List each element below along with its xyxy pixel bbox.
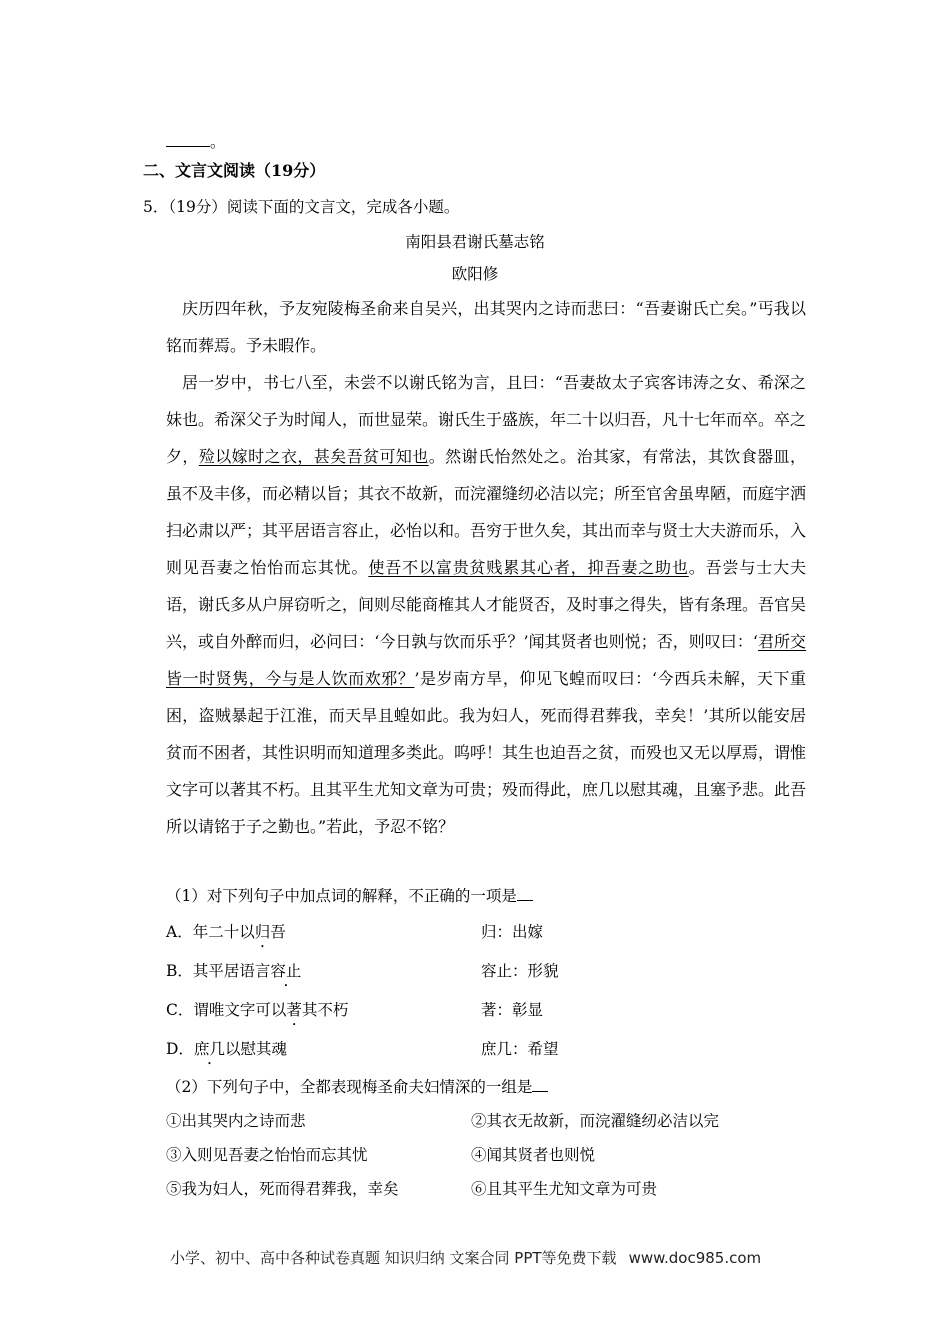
sub2-item-6: ⑥且其平生尤知文章为可贵 (471, 1180, 658, 1198)
option-letter: A． (166, 923, 193, 941)
option-text-pre: 其平居语言 (192, 962, 271, 980)
paragraph-2-part-3: 。吾尝与士大夫语，谢氏多从户屏窃听之，间则尽能商榷其人才能贤否，及时事之得失，皆有条理。吾官吴兴，或自外醉而归，必问曰：‘今日孰与饮而乐乎？’闻其贤者也则悦；否，则叹曰：‘ (166, 558, 807, 651)
subquestion-1-blank (517, 888, 533, 901)
sub2-item-5: ⑤我为妇人，死而得君葬我，幸矣 (166, 1180, 399, 1198)
option-letter: C． (166, 1001, 194, 1019)
sub2-item-1: ①出其哭内之诗而悲 (166, 1112, 306, 1130)
paragraph-1-text: 庆历四年秋，予友宛陵梅圣俞来自吴兴，出其哭内之诗而悲曰：“吾妻谢氏亡矣。”丐我以铭而葬焉。予未暇作。 (166, 299, 806, 355)
option-letter: B． (166, 962, 193, 980)
blank-suffix: 。 (210, 133, 226, 151)
subquestion-2-blank (532, 1079, 548, 1092)
question-intro: 5．（19分）阅读下面的文言文，完成各小题。 (143, 198, 460, 216)
paragraph-2-part-4: ’是岁南方旱，仰见飞蝗而叹曰：‘今西兵未解，天下重困，盗贼暴起于江淮，而天旱且蝗如此。我为妇人，死而得君葬我，幸矣！’其所以能安居贫而不困者，其性识明而知道理多类此。呜呼！其生也迫吾之贫，而殁也又无以厚焉，谓惟文字可以著其不朽。且其平生尤知文章为可贵；殁而得此，庶几以慰其魂，且塞予悲。此吾所以请铭于子之勤也。”若此，予忍不铭？ (166, 669, 807, 836)
subquestion-2-text: （2）下列句子中，全都表现梅圣俞夫妇情深的一组是 (166, 1078, 533, 1096)
essay-author: 欧阳修 (451, 265, 499, 283)
essay-paragraph-2 (166, 364, 806, 845)
sub2-item-2: ②其衣无故新，而浣濯缝纫必洁以完 (471, 1112, 720, 1130)
option-c-gloss: 著：彰显 (481, 1001, 544, 1019)
dotted-word: 归 (254, 923, 271, 941)
underlined-sentence-3: 君所交皆一时贤隽，今与是人饮而欢邪？ (166, 632, 806, 688)
essay-paragraph-1 (166, 290, 806, 364)
option-letter: D． (166, 1040, 194, 1058)
subquestion-1-text: （1）对下列句子中加点词的解释，不正确的一项是 (166, 887, 517, 905)
section-heading: 二、文言文阅读（19分） (143, 161, 326, 180)
sub2-item-3: ③入则见吾妻之怡怡而忘其忧 (166, 1146, 368, 1164)
dotted-word: 庶几 (193, 1040, 225, 1058)
dotted-word: 容止 (270, 962, 302, 980)
subquestion-1-stem (166, 886, 533, 906)
option-text-post: 吾 (270, 923, 286, 941)
paragraph-2-part-1: 居一岁中，书七八至，未尝不以谢氏铭为言，且曰：“吾妻故太子宾客讳涛之女、希深之妹也。希深父子为时闻人，而世显荣。谢氏生于盛族，年二十以归吾，凡十七年而卒。卒之夕， (166, 373, 807, 466)
option-b-gloss: 容止：形貌 (481, 962, 559, 980)
option-d (166, 1039, 287, 1059)
option-text-pre: 年二十以 (192, 923, 255, 941)
underlined-sentence-1: 殓以嫁时之衣，甚矣吾贫可知也 (198, 447, 429, 466)
underlined-sentence-2: 使吾不以富贵贫贱累其心者，抑吾妻之助也 (368, 558, 689, 577)
answer-blank-line (166, 132, 226, 152)
dotted-word: 著 (286, 1001, 302, 1019)
option-text-post: 以慰其魂 (224, 1040, 287, 1058)
sub2-item-4: ④闻其贤者也则悦 (471, 1146, 596, 1164)
option-text-post: 其不朽 (301, 1001, 349, 1019)
option-a (166, 922, 286, 942)
footer-site-link[interactable]: www.doc985.com (628, 1249, 762, 1267)
subquestion-2-stem (166, 1077, 548, 1097)
option-c (166, 1000, 348, 1020)
essay-title: 南阳县君谢氏墓志铭 (405, 233, 545, 251)
page-footer (170, 1247, 761, 1268)
option-text-pre: 谓唯文字可以 (193, 1001, 287, 1019)
answer-blank (166, 134, 210, 147)
option-b (166, 961, 301, 981)
option-d-gloss: 庶几：希望 (481, 1040, 559, 1058)
paragraph-2-part-2: 。然谢氏怡然处之。治其家，有常法，其饮食器皿，虽不及丰侈，而必精以旨；其衣不故新，而浣濯缝纫必洁以完；所至官舍虽卑陋，而庭宇洒扫必肃以严；其平居语言容止，必怡以和。吾穷于世久矣，其出而幸与贤士大夫游而乐，入则见吾妻之怡怡而忘其忧。 (166, 447, 807, 577)
footer-text: 小学、初中、高中各种试卷真题 知识归纳 文案合同 PPT等免费下载 (170, 1249, 617, 1267)
option-a-gloss: 归：出嫁 (481, 923, 544, 941)
